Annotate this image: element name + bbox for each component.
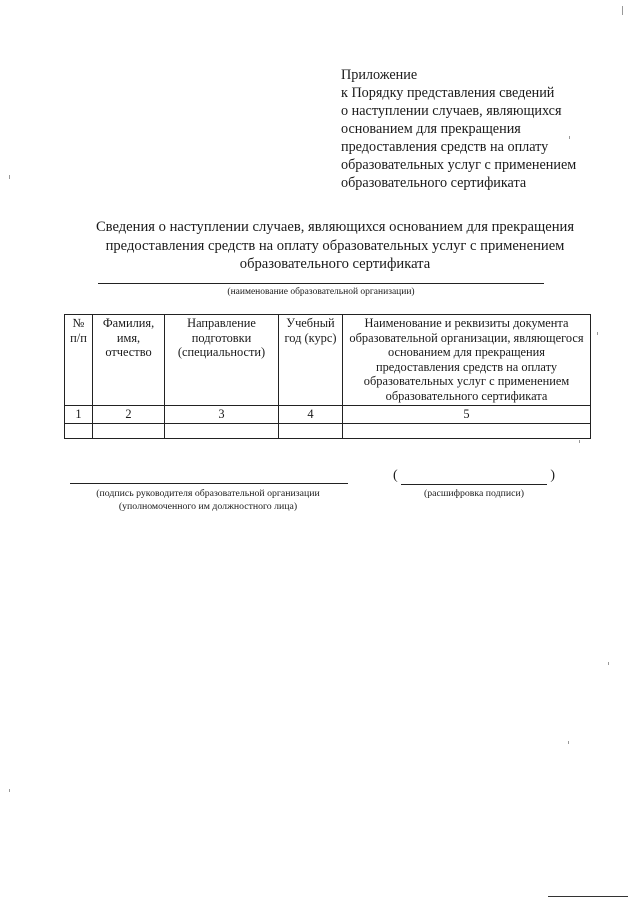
title-line: образовательного сертификата [239,256,431,272]
appendix-line: основанием для прекращения [341,121,521,137]
header-direction: Направление подготовки (специальности) [165,315,279,406]
column-number: 1 [65,406,93,424]
appendix-block [341,66,631,192]
scan-mark [568,741,569,744]
appendix-line: предоставления средств на оплату [341,139,549,155]
decode-close-paren: ) [550,468,555,483]
column-number: 3 [165,406,279,424]
signature-caption [62,487,354,513]
footer-rule [548,896,628,897]
table-header-row [65,315,591,406]
appendix-line: к Порядку представления сведений [341,85,555,101]
scan-mark [597,332,598,335]
scan-mark [608,662,609,665]
header-academic-year: Учебный год (курс) [279,315,343,406]
scan-mark [579,440,580,443]
document-title [40,218,630,274]
title-line: Сведения о наступлении случаев, являющихся основанием для прекращения [95,219,575,235]
signature-decode-field [393,468,555,486]
table-numbering-row [65,406,591,424]
header-document: Наименование и реквизиты документа образовательной организации, являющегося основанием для прекращения предоставления средств на оплату образовательных услуг с применением образовательного сертификата [343,315,591,406]
table-cell [65,423,93,438]
data-table [64,314,591,439]
organization-name-caption: (наименование образовательной организации) [227,287,415,297]
column-number: 4 [279,406,343,424]
decode-underline [401,484,547,485]
appendix-line: образовательного сертификата [341,175,527,191]
column-number: 2 [93,406,165,424]
signature-caption-line: (подпись руководителя образовательной организации [96,488,320,499]
column-number: 5 [343,406,591,424]
table-cell [343,423,591,438]
decode-open-paren: ( [393,468,398,483]
signature-line [70,483,348,484]
table-cell [165,423,279,438]
header-full-name: Фамилия, имя, отчество [93,315,165,406]
appendix-line: Приложение [341,67,418,83]
organization-name-line [98,283,544,284]
scan-mark [9,789,10,792]
scan-mark [569,136,570,139]
appendix-line: о наступлении случаев, являющихся [341,103,562,119]
table-row [65,423,591,438]
table-cell [279,423,343,438]
table-cell [93,423,165,438]
decode-caption: (расшифровка подписи) [423,488,524,499]
header-number: № п/п [65,315,93,406]
title-line: предоставления средств на оплату образовательных услуг с применением [105,237,565,254]
signature-caption-line: (уполномоченного им должностного лица) [118,501,298,512]
scan-mark [622,6,623,15]
appendix-line: образовательных услуг с применением [341,157,577,173]
scan-mark [9,175,10,179]
